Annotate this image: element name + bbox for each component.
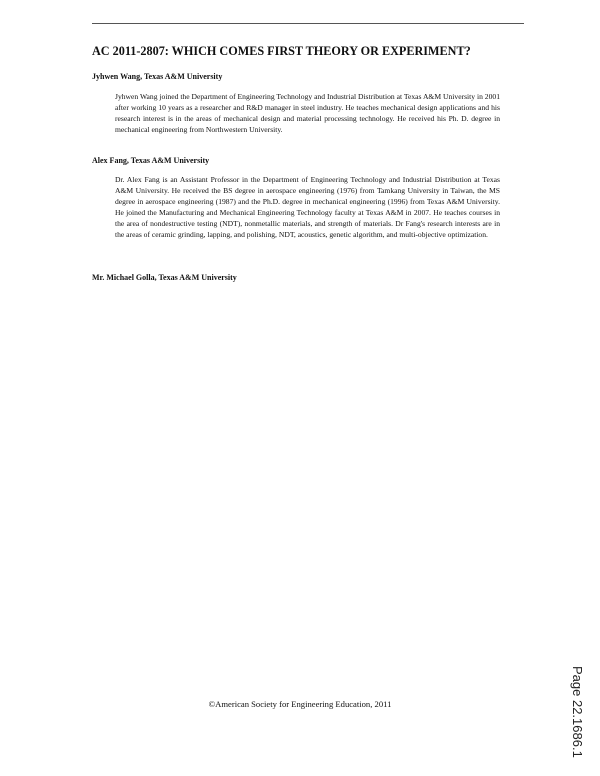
author-name-1: Jyhwen Wang, Texas A&M University <box>92 72 223 81</box>
author-bio-2: Dr. Alex Fang is an Assistant Professor in the Department of Engineering Technology and Industrial Distribution at Texas A&M University. He received the BS degree in aerospace engineering (1976) from Tamkang University in Taiwan, the MS degree in aerospace engineering (1987) and the Ph.D. degree in mechanical engineering (1996) from Texas A&M University. He joined the Manufacturing and Mechanical Engineering Technology faculty at Texas A&M in 2007. He teaches courses in the area of nondestructive testing (NDT), nonmetallic materials, and strength of materials. Dr Fang's research interests are in the areas of ceramic grinding, lapping, and polishing, NDT, acoustics, genetic algorithm, and multi-objective optimization. <box>115 175 500 239</box>
author-name-2: Alex Fang, Texas A&M University <box>92 156 210 165</box>
header-rule <box>92 23 524 24</box>
paper-title: AC 2011-2807: WHICH COMES FIRST THEORY OR EXPERIMENT? <box>92 44 471 58</box>
copyright-footer: ©American Society for Engineering Education, 2011 <box>208 699 392 709</box>
author-bio-1: Jyhwen Wang joined the Department of Engineering Technology and Industrial Distribution at Texas A&M University in 2001 after working 10 years as a researcher and R&D manager in steel industry. He teaches mechanical design applications and his research interest is in the areas of mechanical design and material processing technology. He received his Ph. D. degree in mechanical engineering from Northwestern University. <box>115 92 500 134</box>
page-number-stamp: Page 22.1686.1 <box>570 666 585 758</box>
author-name-3: Mr. Michael Golla, Texas A&M University <box>92 273 237 282</box>
